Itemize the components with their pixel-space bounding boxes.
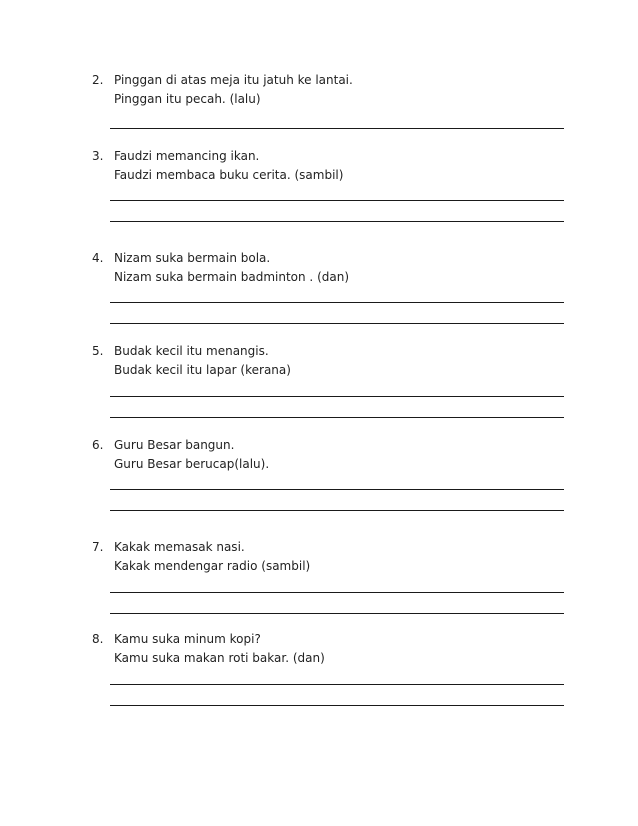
question-sentence-1: Budak kecil itu menangis. — [114, 344, 269, 358]
question-5 — [92, 342, 564, 380]
question-number: 2. — [92, 73, 104, 87]
question-sentence-1: Nizam suka bermain bola. — [114, 251, 271, 265]
question-number: 7. — [92, 540, 104, 554]
answer-line[interactable] — [110, 221, 564, 222]
answer-line[interactable] — [110, 489, 564, 490]
answer-line[interactable] — [110, 705, 564, 706]
answer-line[interactable] — [110, 684, 564, 685]
answer-line[interactable] — [110, 592, 564, 593]
question-sentence-1: Kakak memasak nasi. — [114, 540, 245, 554]
answer-line[interactable] — [110, 128, 564, 129]
question-2 — [92, 71, 564, 109]
question-sentence-1: Pinggan di atas meja itu jatuh ke lantai. — [114, 73, 353, 87]
question-sentence-2: Faudzi membaca buku cerita. (sambil) — [114, 168, 344, 182]
question-6 — [92, 436, 564, 474]
question-sentence-2: Guru Besar berucap(lalu). — [114, 457, 270, 471]
question-number: 6. — [92, 438, 104, 452]
answer-line[interactable] — [110, 200, 564, 201]
question-sentence-1: Kamu suka minum kopi? — [114, 632, 261, 646]
question-sentence-1: Faudzi memancing ikan. — [114, 149, 260, 163]
question-number: 4. — [92, 251, 104, 265]
question-sentence-2: Kamu suka makan roti bakar. (dan) — [114, 651, 325, 665]
answer-line[interactable] — [110, 510, 564, 511]
question-sentence-2: Pinggan itu pecah. (lalu) — [114, 92, 261, 106]
question-sentence-2: Nizam suka bermain badminton . (dan) — [114, 270, 350, 284]
question-sentence-2: Budak kecil itu lapar (kerana) — [114, 363, 291, 377]
question-number: 8. — [92, 632, 104, 646]
answer-line[interactable] — [110, 417, 564, 418]
answer-line[interactable] — [110, 613, 564, 614]
question-3 — [92, 147, 564, 185]
question-sentence-1: Guru Besar bangun. — [114, 438, 235, 452]
answer-line[interactable] — [110, 396, 564, 397]
answer-line[interactable] — [110, 323, 564, 324]
question-number: 5. — [92, 344, 104, 358]
question-8 — [92, 630, 564, 668]
question-4 — [92, 249, 564, 287]
question-sentence-2: Kakak mendengar radio (sambil) — [114, 559, 311, 573]
question-7 — [92, 538, 564, 576]
question-number: 3. — [92, 149, 104, 163]
answer-line[interactable] — [110, 302, 564, 303]
